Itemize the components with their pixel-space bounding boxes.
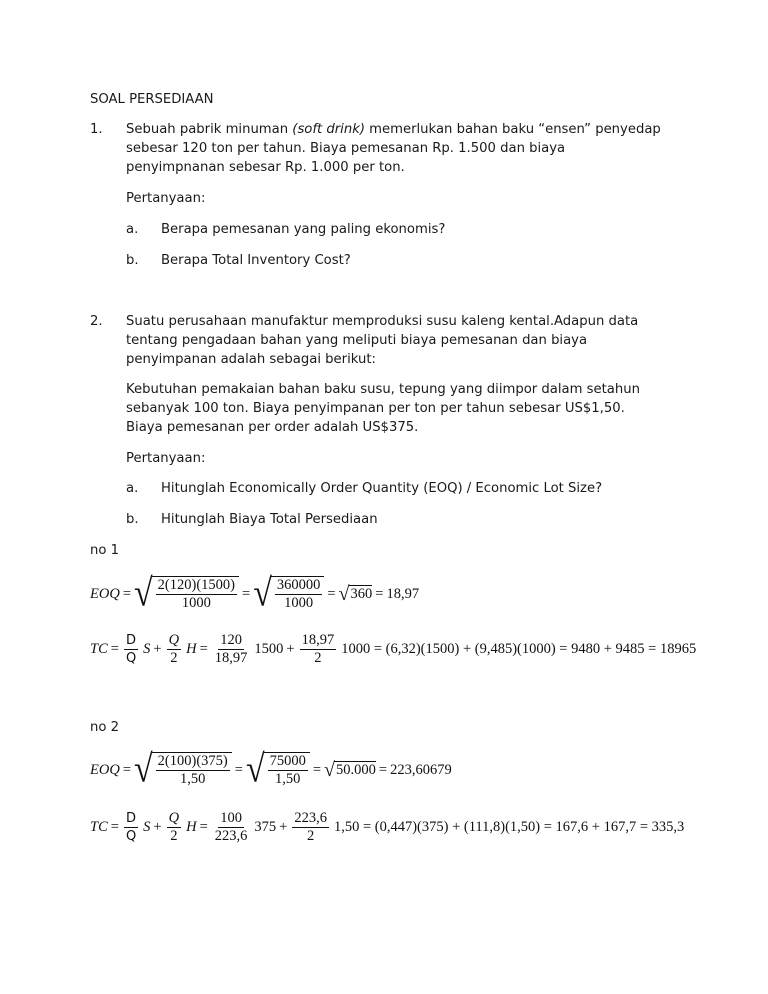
question-2-para-line-2: sebanyak 100 ton. Biaya penyimpanan per ton per tahun sebesar US$1,50. [126, 401, 625, 416]
question-2-paragraph-2 [126, 380, 640, 437]
question-1-text [126, 120, 661, 177]
question-2-item-a-mark: a. [126, 481, 139, 496]
fraction-denominator: 2 [170, 828, 178, 844]
question-2-line-1: Suatu perusahaan manufaktur memproduksi susu kaleng kental.Adapun data [126, 314, 639, 329]
fraction-numerator: 75000 [269, 753, 306, 769]
question-1-item-a-mark: a. [126, 222, 139, 237]
fraction-numerator: 100 [220, 810, 242, 826]
question-2-text [126, 312, 638, 369]
question-1-item-b-mark: b. [126, 253, 139, 268]
eoq-result: 18,97 [386, 585, 420, 602]
question-1-line-3: penyimpnanan sebesar Rp. 1.000 per ton. [126, 160, 405, 175]
sqrt-sign: √ $\frac{2(120)(1500)}{1000}$ [134, 576, 239, 612]
fraction-numerator: 2(120)(1500) [157, 577, 235, 593]
question-2-item-b: Hitunglah Biaya Total Persediaan [161, 512, 378, 527]
fraction-denominator: 1000 [284, 595, 314, 611]
page-title: SOAL PERSEDIAAN [90, 92, 214, 107]
question-1-line-1: Sebuah pabrik minuman (soft drink) memerlukan bahan baku “ensen” penyedap [126, 122, 661, 137]
sqrt-sign: √ $\frac{2(100)(375)}{1,50}$ [134, 752, 232, 788]
solution-1-heading: no 1 [90, 543, 120, 558]
solution-2-tc-formula: TC = $\frac{D}{Q}$ S + $\frac{Q}{2}$ H = $\frac{100}{223,6}$ 375 + $\frac{223,6}{2}$ 1,50 = (0,447)(375) + (111,8)(1,50) = 167,6 + 167,7 = 335,3 [90, 810, 685, 844]
fraction-numerator: Q [168, 810, 180, 826]
fraction-denominator: 2 [314, 650, 322, 666]
tc-result: 1,50 = (0,447)(375) + (111,8)(1,50) = 167,6 + 167,7 = 335,3 [333, 819, 685, 835]
fraction-denominator: 1,50 [180, 771, 206, 787]
tc-s-symbol: S [143, 641, 151, 657]
eoq-label: EOQ [90, 761, 120, 778]
tc-result: 1000 = (6,32)(1500) + (9,485)(1000) = 9480 + 9485 = 18965 [341, 641, 697, 657]
question-1-pertanyaan: Pertanyaan: [126, 191, 206, 206]
sqrt-value: 360 [350, 586, 373, 602]
question-1-line-2: sebesar 120 ton per tahun. Biaya pemesanan Rp. 1.500 dan biaya [126, 141, 566, 156]
tc-h-symbol: H [186, 819, 197, 835]
solution-2-eoq-formula: EOQ = √ $\frac{2(100)(375)}{1,50}$ = √ $\frac{75000}{1,50}$ = √ 50.000 = 223,60679 [90, 748, 452, 791]
solution-1-tc-formula: TC = $\frac{D}{Q}$ S + $\frac{Q}{2}$ H = $\frac{120}{18,97}$ 1500 + $\frac{18,97}{2}$ 1000 = (6,32)(1500) + (9,485)(1000) = 9480 + 9485 = 18965 [90, 632, 697, 666]
fraction-denominator: Q [125, 651, 137, 666]
eoq-label: EOQ [90, 585, 120, 602]
question-1-item-a: Berapa pemesanan yang paling ekonomis? [161, 222, 446, 237]
question-1-item-b: Berapa Total Inventory Cost? [161, 253, 351, 268]
fraction-denominator: Q [125, 829, 137, 844]
question-2-line-3: penyimpanan adalah sebagai berikut: [126, 352, 376, 367]
question-1-number: 1. [90, 122, 103, 137]
question-2-para-line-3: Biaya pemesanan per order adalah US$375. [126, 420, 419, 435]
tc-label: TC [90, 819, 108, 835]
solution-2-heading: no 2 [90, 720, 120, 735]
question-2-para-line-1: Kebutuhan pemakaian bahan baku susu, tepung yang diimpor dalam setahun [126, 382, 640, 397]
tc-s-symbol: S [143, 819, 151, 835]
fraction-denominator: 1,50 [275, 771, 301, 787]
solution-1-eoq-formula: EOQ = √ $\frac{2(120)(1500)}{1000}$ = √ $\frac{360000}{1000}$ = √ 360 = 18,97 [90, 572, 420, 615]
question-2-item-b-mark: b. [126, 512, 139, 527]
tc-multiplier: 1500 [254, 641, 284, 657]
sqrt-sign: √ $\frac{75000}{1,50}$ [246, 752, 310, 788]
question-2-line-2: tentang pengadaan bahan yang meliputi biaya pemesanan dan biaya [126, 333, 588, 348]
tc-h-symbol: H [186, 641, 197, 657]
fraction-denominator: 223,6 [214, 828, 248, 844]
tc-label: TC [90, 641, 108, 657]
fraction-numerator: 2(100)(375) [157, 753, 228, 769]
fraction-numerator: D [126, 811, 137, 826]
fraction-denominator: 2 [307, 828, 315, 844]
sqrt-sign: √ 50.000 [324, 759, 376, 781]
fraction-numerator: 223,6 [294, 810, 327, 826]
sqrt-sign: √ $\frac{360000}{1000}$ [253, 576, 324, 612]
question-2-number: 2. [90, 314, 103, 329]
fraction-numerator: Q [168, 632, 180, 648]
fraction-numerator: 18,97 [301, 632, 335, 648]
fraction-denominator: 2 [170, 650, 178, 666]
eoq-result: 223,60679 [390, 761, 452, 778]
sqrt-sign: √ 360 [338, 583, 373, 605]
fraction-denominator: 1000 [181, 595, 211, 611]
fraction-numerator: 120 [220, 632, 242, 648]
question-2-pertanyaan: Pertanyaan: [126, 451, 206, 466]
sqrt-value: 50.000 [336, 762, 376, 778]
question-2-item-a: Hitunglah Economically Order Quantity (EOQ) / Economic Lot Size? [161, 481, 603, 496]
tc-multiplier: 375 [254, 819, 277, 835]
fraction-numerator: D [126, 633, 137, 648]
fraction-numerator: 360000 [276, 577, 321, 593]
fraction-denominator: 18,97 [214, 650, 248, 666]
